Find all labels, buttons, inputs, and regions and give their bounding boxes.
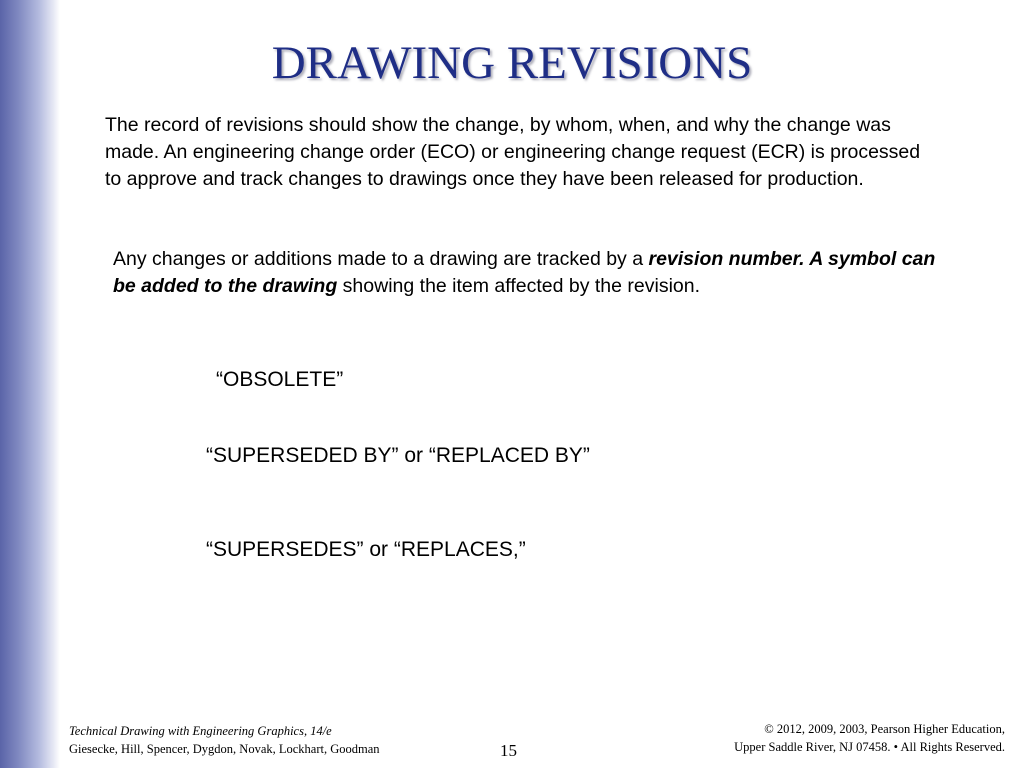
slide-title: DRAWING REVISIONS (271, 37, 753, 89)
term-supersedes: “SUPERSEDES” or “REPLACES,” (206, 538, 526, 561)
term-obsolete: “OBSOLETE” (216, 368, 344, 391)
footer-book-title: Technical Drawing with Engineering Graphics, 14/e (69, 724, 332, 738)
footer-copyright-line2: Upper Saddle River, NJ 07458. • All Rights Reserved. (734, 740, 1005, 754)
paragraph-emphasis-text: revision number. A symbol can be added to the drawing (113, 248, 936, 297)
footer-copyright (734, 720, 1005, 756)
term-superseded-by: “SUPERSEDED BY” or “REPLACED BY” (206, 444, 590, 467)
footer-authors: Giesecke, Hill, Spencer, Dygdon, Novak, Lockhart, Goodman (69, 742, 380, 756)
revision-number-paragraph (113, 246, 963, 300)
side-gradient-bar (0, 0, 60, 768)
footer-book-info (69, 722, 380, 758)
paragraph-lead-text: Any changes or additions made to a drawing are tracked by a (113, 248, 649, 270)
paragraph-tail-text: showing the item affected by the revision. (337, 275, 701, 297)
page-number: 15 (500, 741, 517, 760)
revision-record-paragraph: The record of revisions should show the change, by whom, when, and why the change was made. An engineering change order (ECO) or engineering change request (ECR) is processed to approve and track changes to drawings once they have been released for production. (105, 114, 921, 190)
footer-copyright-line1: © 2012, 2009, 2003, Pearson Higher Education, (764, 722, 1005, 736)
